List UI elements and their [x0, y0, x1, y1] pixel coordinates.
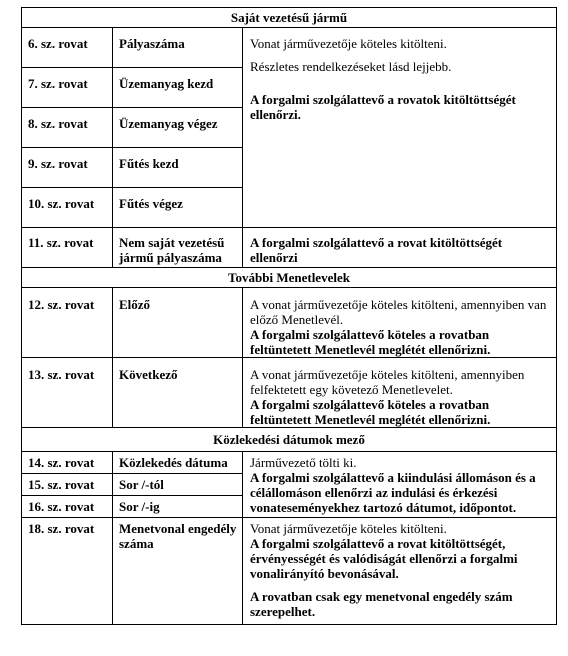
section-title-own-vehicle: Saját vezetésű jármű — [22, 8, 557, 28]
note-text: Vonat járművezetője köteles kitölteni. — [250, 36, 447, 51]
row-name: Pályaszáma — [113, 28, 243, 68]
section-title-more-waybills: További Menetlevelek — [22, 268, 557, 288]
row-name: Fűtés kezd — [113, 148, 243, 188]
row-note — [243, 452, 557, 518]
table-row — [22, 288, 557, 358]
row-name: Következő — [113, 358, 243, 428]
row-code: 10. sz. rovat — [22, 188, 113, 228]
note-bold-text: A forgalmi szolgálattevő a rovat kitöltöttségét, érvényességét és valódiságát ellenőrzi a forgalmi vonalirányító bevonásával. — [250, 536, 518, 581]
row-name: Fűtés végez — [113, 188, 243, 228]
table-row — [22, 228, 557, 268]
row-name: Előző — [113, 288, 243, 358]
row-note — [243, 288, 557, 358]
row-name: Üzemanyag kezd — [113, 68, 243, 108]
row-code: 16. sz. rovat — [22, 496, 113, 518]
row-code: 8. sz. rovat — [22, 108, 113, 148]
note-text: Részletes rendelkezéseket lásd lejjebb. — [250, 59, 452, 74]
table-row — [22, 358, 557, 428]
section-header-row — [22, 8, 557, 28]
rules-table — [21, 7, 557, 625]
row-code: 9. sz. rovat — [22, 148, 113, 188]
table-row — [22, 28, 557, 68]
note-bold-text: A forgalmi szolgálattevő a kiindulási állomáson és a célállomáson ellenőrzi az indulási és érkezési vonateseményekhez tartozó dátumot, időpontot. — [250, 470, 536, 515]
row-code: 15. sz. rovat — [22, 474, 113, 496]
section-header-row — [22, 268, 557, 288]
note-bold-text: A forgalmi szolgálattevő köteles a rovatban feltüntetett Menetlevél meglétét ellenőrizni. — [250, 327, 491, 357]
section-header-row — [22, 428, 557, 452]
note-text: Vonat járművezetője köteles kitölteni. — [250, 521, 447, 536]
row-name: Üzemanyag végez — [113, 108, 243, 148]
row-name: Sor /-ig — [113, 496, 243, 518]
row-code: 6. sz. rovat — [22, 28, 113, 68]
row-name: Közlekedés dátuma — [113, 452, 243, 474]
row-code: 11. sz. rovat — [22, 228, 113, 268]
note-text: Járművezető tölti ki. — [250, 455, 357, 470]
note-text: A vonat járművezetője köteles kitölteni, amennyiben van előző Menetlevél. — [250, 297, 547, 327]
note-bold-text: A forgalmi szolgálattevő a rovatok kitöltöttségét ellenőrzi. — [250, 92, 516, 122]
row-name: Sor /-tól — [113, 474, 243, 496]
row-code: 7. sz. rovat — [22, 68, 113, 108]
row-name: Nem saját vezetésű jármű pályaszáma — [113, 228, 243, 268]
table-row — [22, 518, 557, 625]
section-title-traffic-dates: Közlekedési dátumok mező — [22, 428, 557, 452]
note-bold-text: A forgalmi szolgálattevő köteles a rovatban feltüntetett Menetlevél meglétét ellenőrizni. — [250, 397, 491, 427]
row-code: 12. sz. rovat — [22, 288, 113, 358]
row-code: 14. sz. rovat — [22, 452, 113, 474]
row-note — [243, 28, 557, 228]
row-name: Menetvonal engedély száma — [113, 518, 243, 625]
row-note: A forgalmi szolgálattevő a rovat kitöltöttségét ellenőrzi — [243, 228, 557, 268]
row-note — [243, 518, 557, 625]
row-code: 13. sz. rovat — [22, 358, 113, 428]
note-text: A vonat járművezetője köteles kitölteni, amennyiben felfektetett egy követező Menetlevelet. — [250, 367, 525, 397]
row-code: 18. sz. rovat — [22, 518, 113, 625]
note-bold-text: A rovatban csak egy menetvonal engedély szám szerepelhet. — [250, 589, 513, 619]
row-note — [243, 358, 557, 428]
table-row — [22, 452, 557, 474]
